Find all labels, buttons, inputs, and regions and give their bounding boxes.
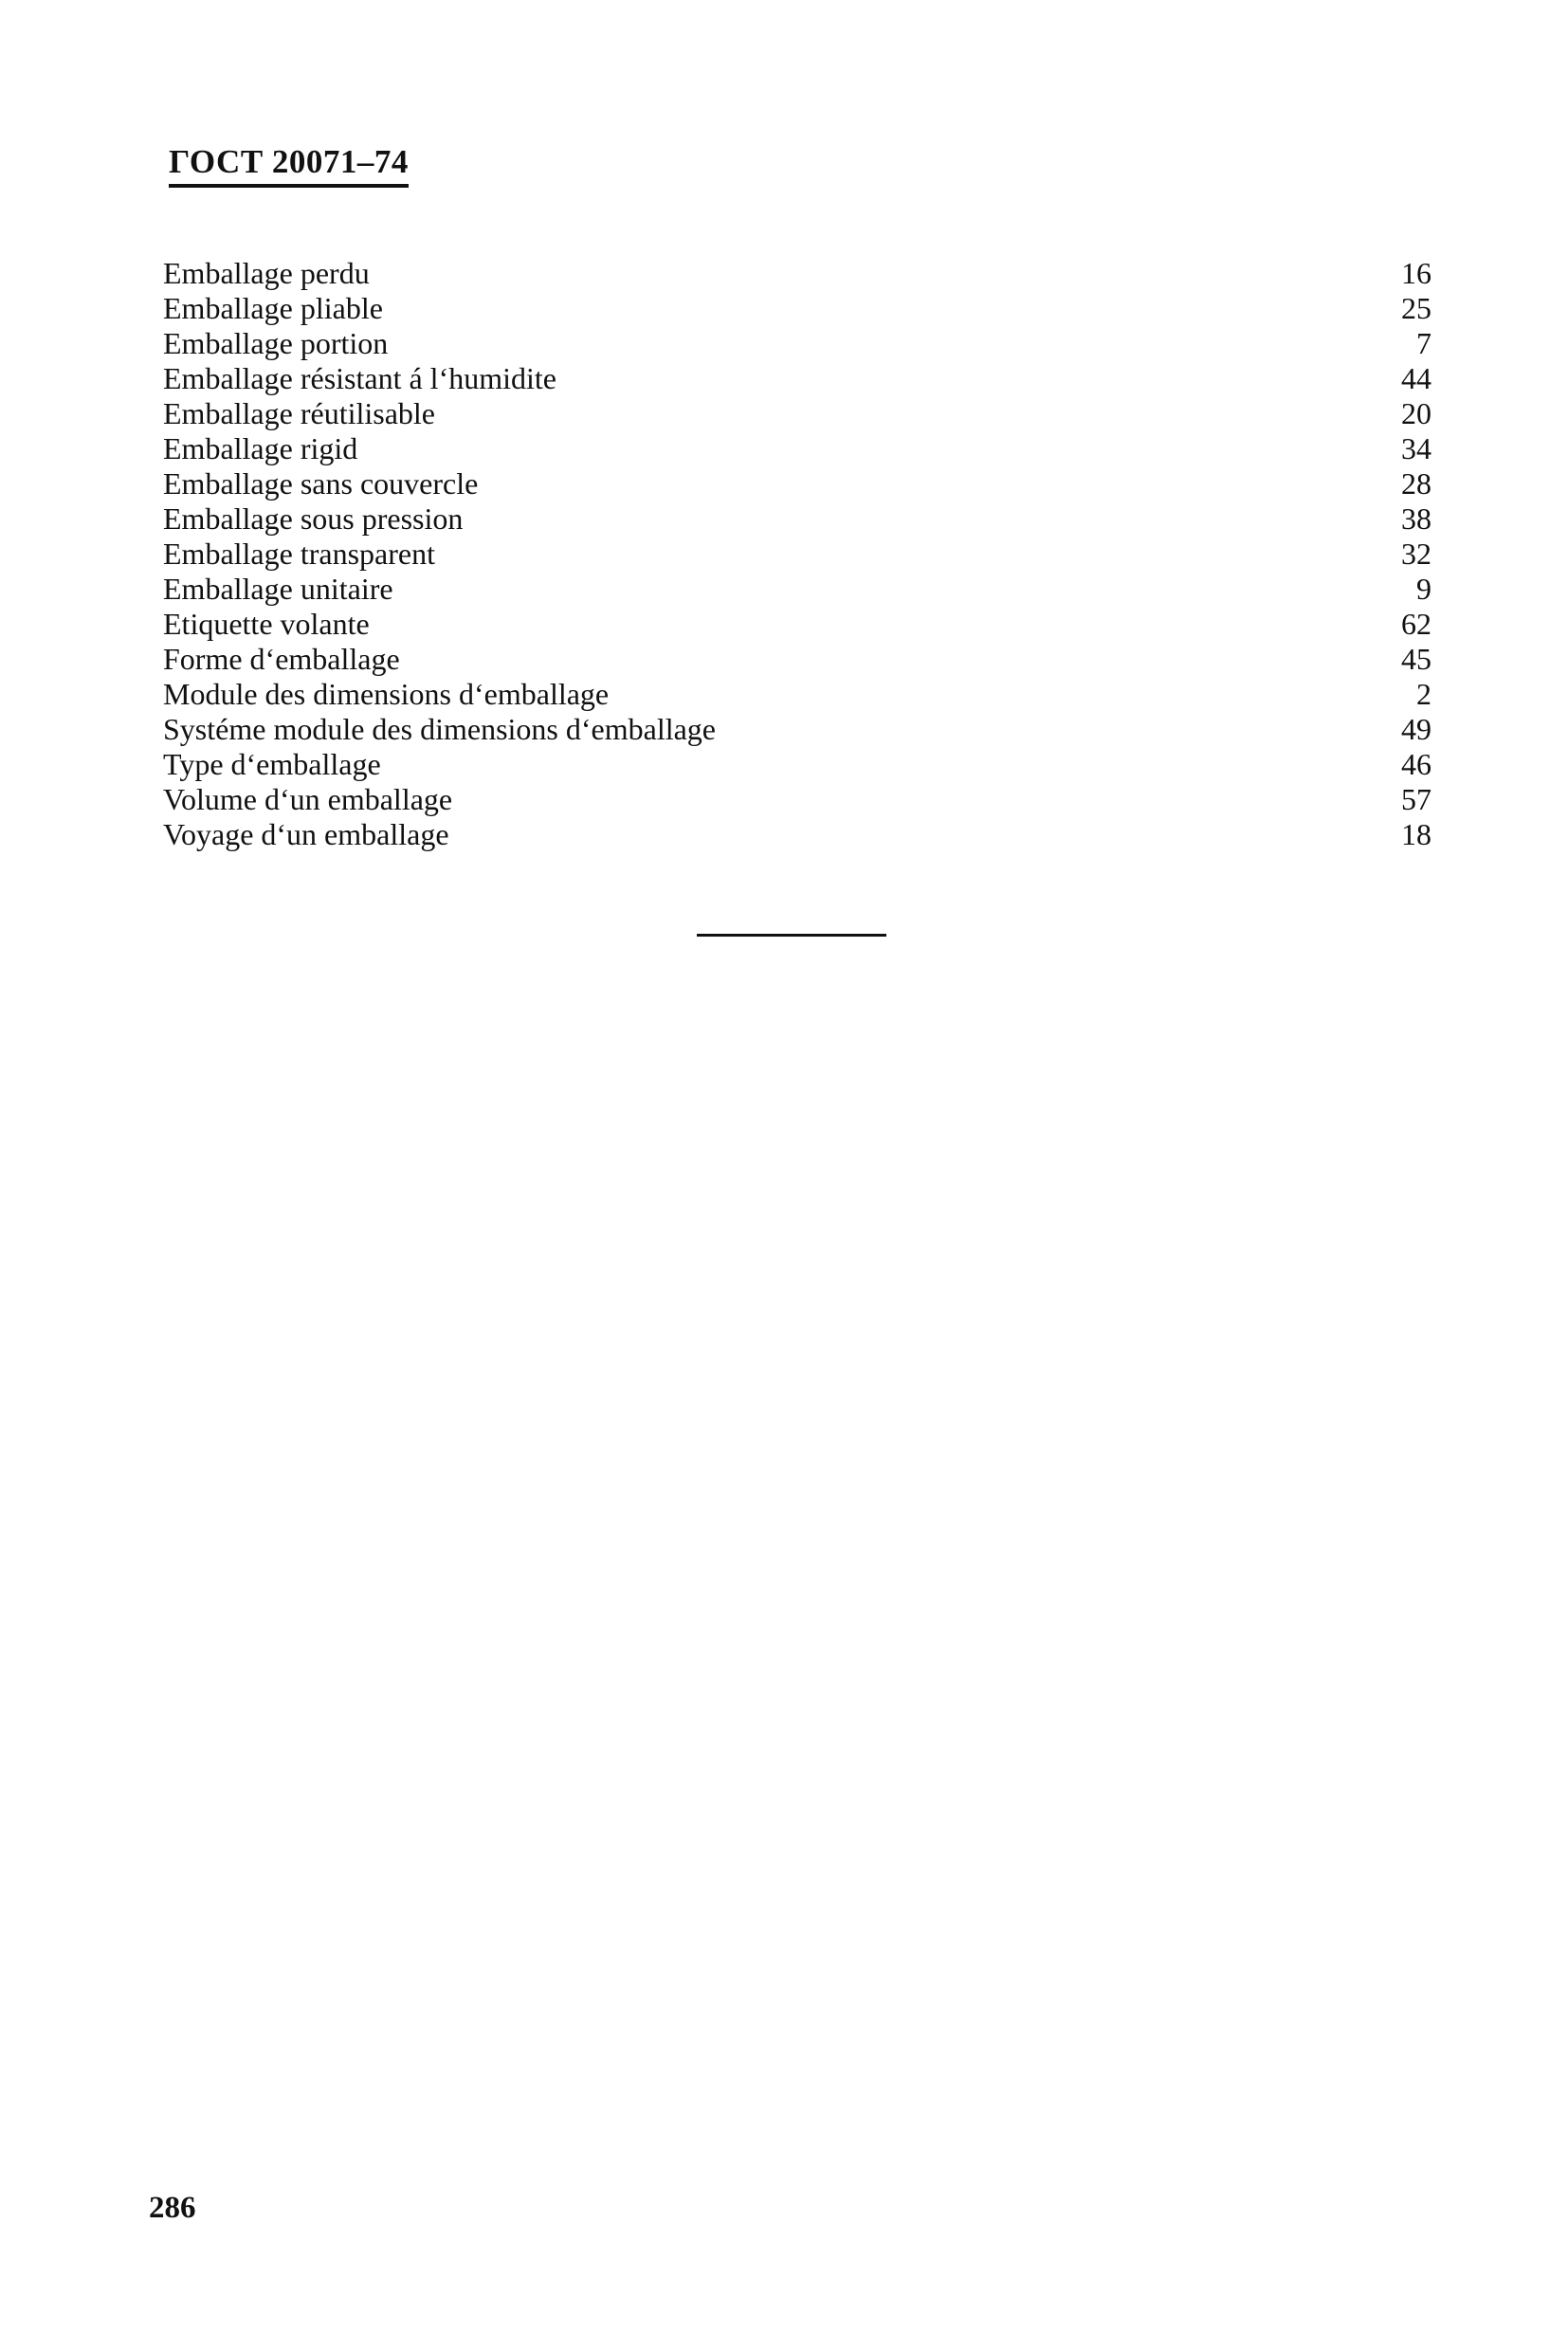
index-term: Emballage pliable	[163, 291, 383, 325]
index-term: Emballage transparent	[163, 537, 435, 571]
index-entry	[163, 712, 1431, 747]
index-entry	[163, 431, 1431, 466]
index-term: Emballage sous pression	[163, 501, 464, 536]
index-term: Emballage sans couvercle	[163, 466, 479, 501]
index-term: Emballage portion	[163, 326, 389, 360]
index-entry	[163, 747, 1431, 782]
index-page-ref: 28	[1401, 466, 1431, 501]
index-entry	[163, 537, 1431, 572]
document-header-standard-number: ГОСТ 20071–74	[169, 142, 409, 188]
index-term: Emballage rigid	[163, 431, 358, 465]
index-entry	[163, 326, 1431, 361]
page-number: 286	[149, 2191, 196, 2225]
index-entry	[163, 607, 1431, 642]
index-entry	[163, 817, 1431, 852]
term-index-list	[163, 256, 1431, 852]
index-page-ref: 44	[1401, 361, 1431, 395]
index-entry	[163, 677, 1431, 712]
index-term: Emballage réutilisable	[163, 396, 435, 430]
index-entry	[163, 396, 1431, 431]
index-page-ref: 49	[1401, 712, 1431, 746]
index-page-ref: 9	[1416, 572, 1431, 606]
index-entry	[163, 572, 1431, 607]
index-page-ref: 32	[1401, 537, 1431, 571]
index-term: Systéme module des dimensions d‘emballage	[163, 712, 716, 746]
index-page-ref: 57	[1401, 782, 1431, 816]
index-page-ref: 62	[1401, 607, 1431, 641]
index-page-ref: 7	[1416, 326, 1431, 360]
index-term: Emballage résistant á l‘humidite	[163, 361, 556, 395]
index-page-ref: 46	[1401, 747, 1431, 781]
index-entry	[163, 361, 1431, 396]
index-page-ref: 34	[1401, 431, 1431, 465]
index-term: Forme d‘emballage	[163, 642, 400, 676]
index-entry	[163, 256, 1431, 291]
index-term: Voyage d‘un emballage	[163, 817, 449, 851]
index-page-ref: 45	[1401, 642, 1431, 676]
index-page-ref: 16	[1401, 256, 1431, 290]
index-term: Emballage unitaire	[163, 572, 393, 606]
index-entry	[163, 501, 1431, 537]
index-entry	[163, 466, 1431, 501]
index-page-ref: 18	[1401, 817, 1431, 851]
index-entry	[163, 782, 1431, 817]
index-page-ref: 38	[1401, 501, 1431, 536]
index-term: Volume d‘un emballage	[163, 782, 453, 816]
index-term: Etiquette volante	[163, 607, 370, 641]
index-page-ref: 25	[1401, 291, 1431, 325]
index-term: Emballage perdu	[163, 256, 370, 290]
index-term: Type d‘emballage	[163, 747, 381, 781]
index-entry	[163, 642, 1431, 677]
index-page-ref: 20	[1401, 396, 1431, 430]
index-term: Module des dimensions d‘emballage	[163, 677, 610, 711]
section-end-rule	[697, 934, 886, 937]
index-entry	[163, 291, 1431, 326]
index-page-ref: 2	[1416, 677, 1431, 711]
